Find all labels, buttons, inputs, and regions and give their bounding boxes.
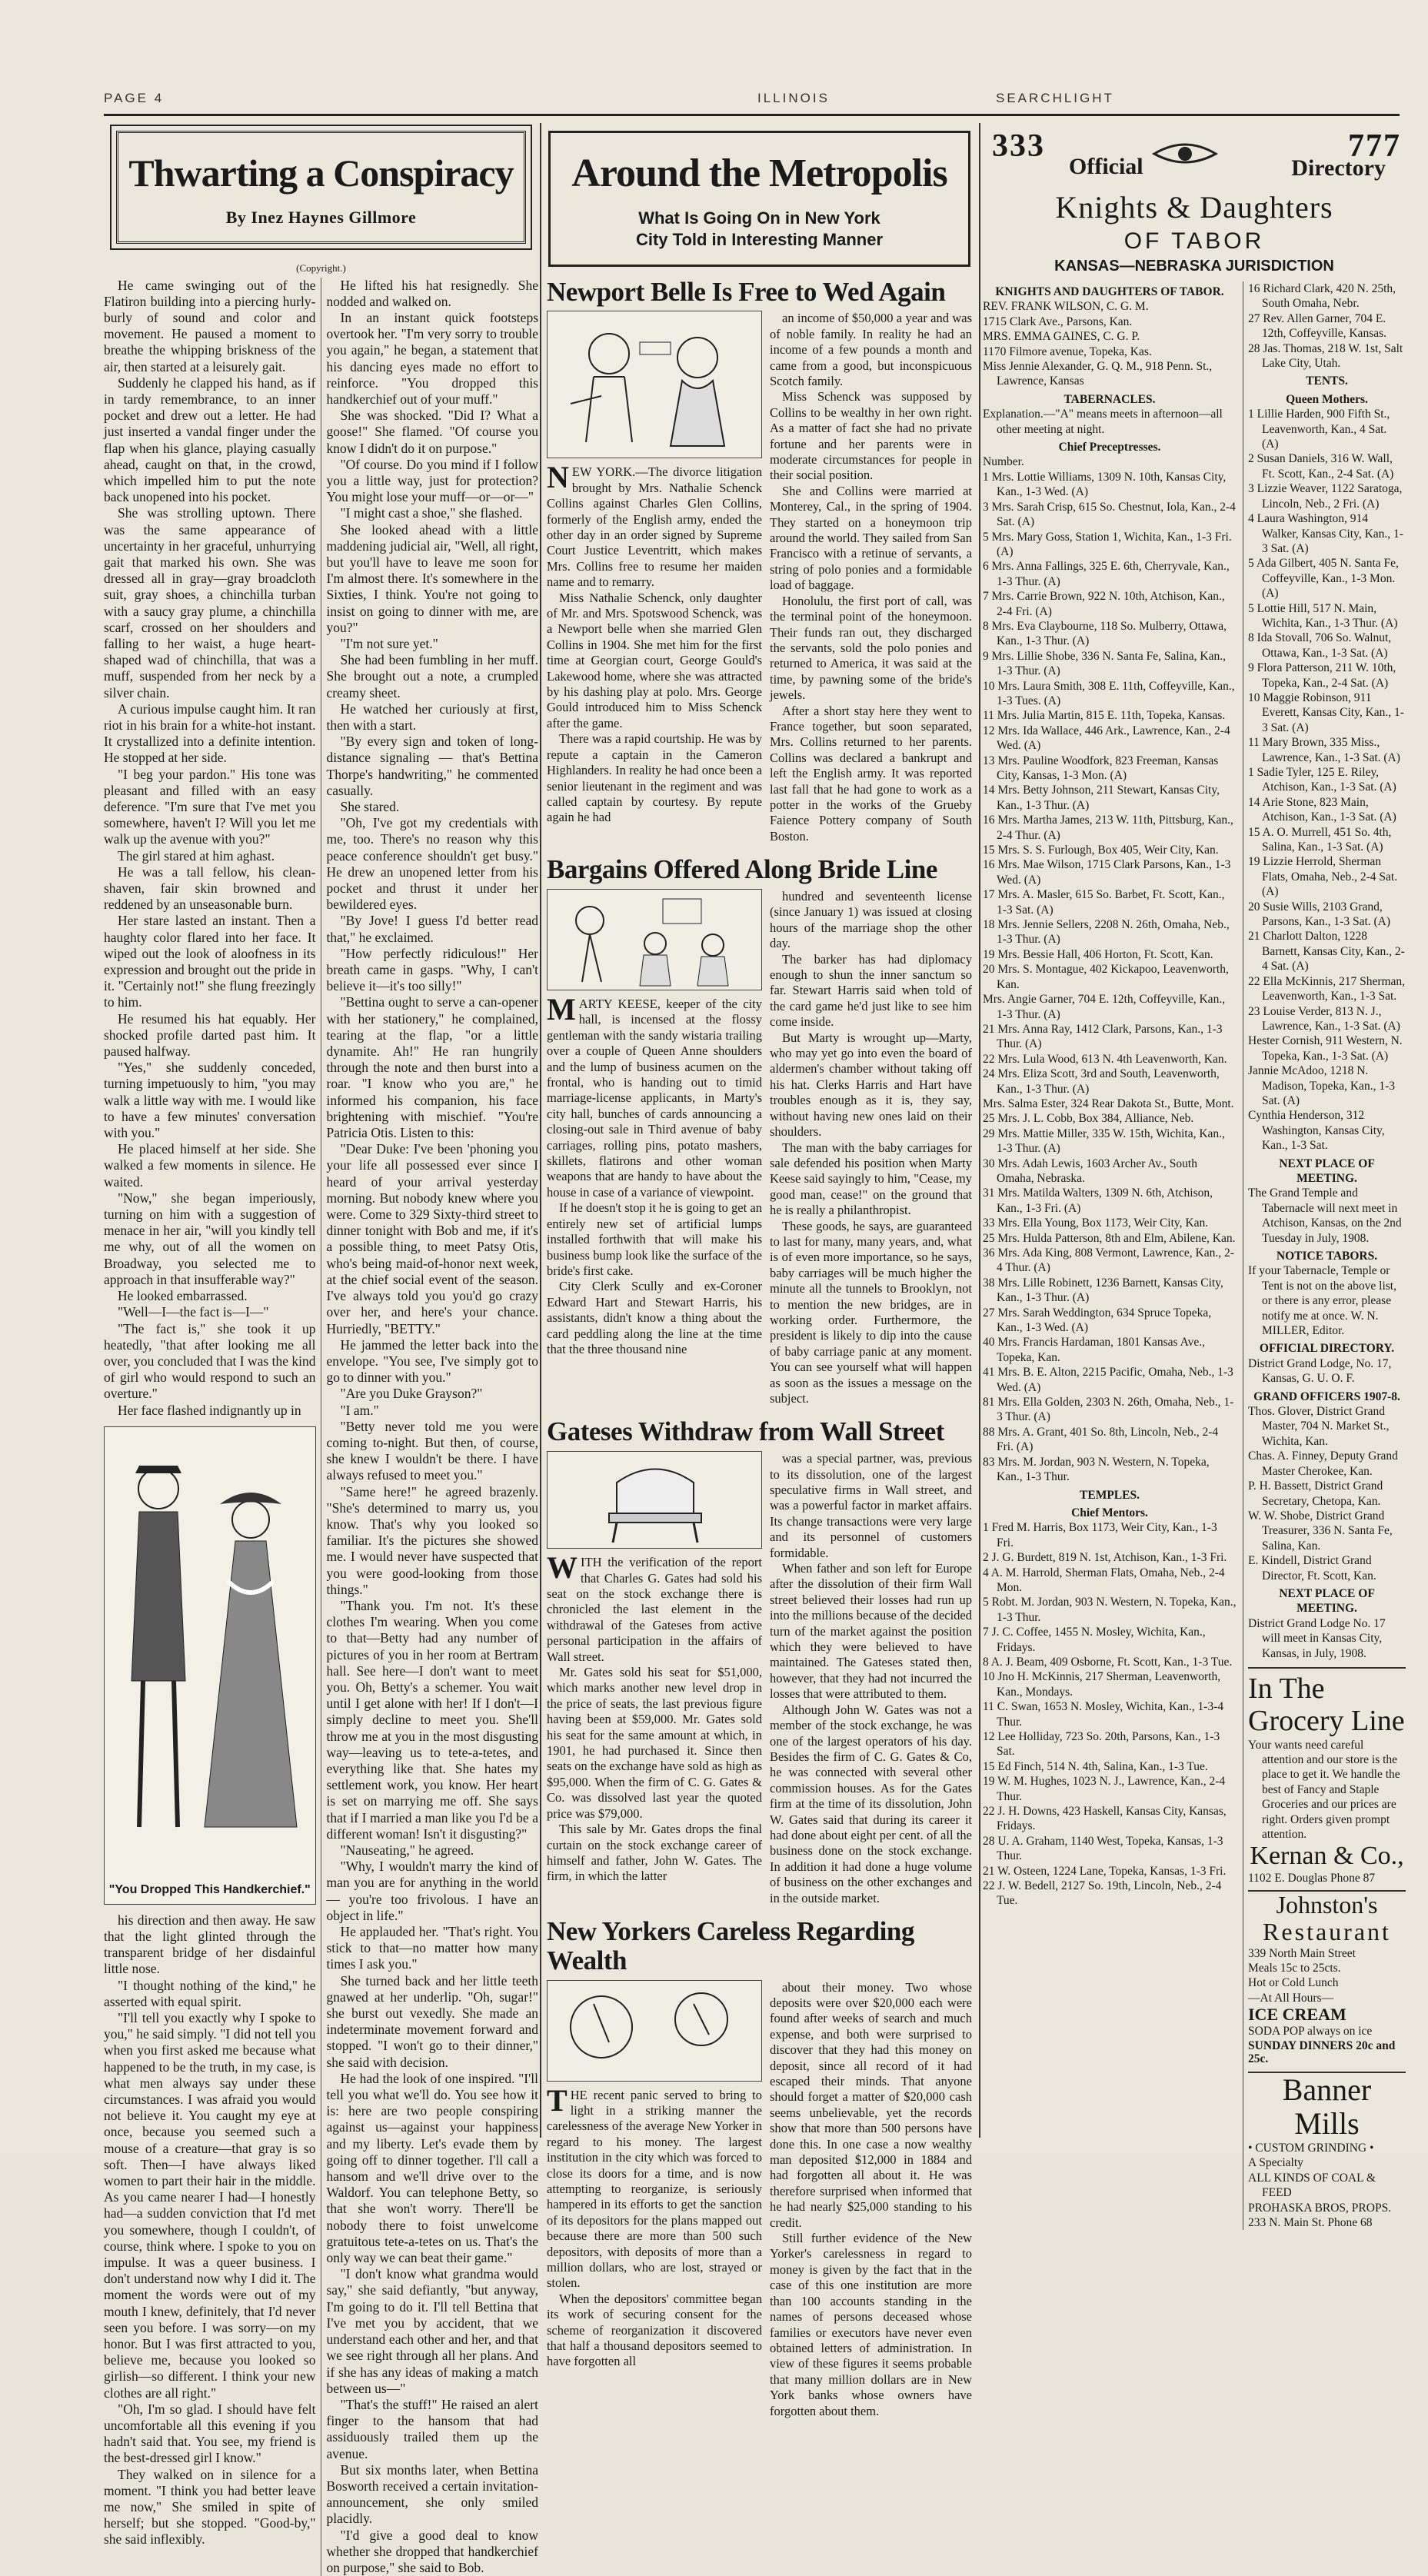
directory-entry: 2 J. G. Burdett, 819 N. 1st, Atchison, Kan., 1-3 Fri. [983, 1550, 1237, 1565]
paragraph: "I don't know what grandma would say," she said defiantly, "but anyway, I'm going to do it. I'll tell Bettina that I've met you by accident, that we understand each other and her, and that we see right through all her plans. And if she has any ideas of making a match between us—" [327, 2266, 539, 2397]
story-gateses [547, 1451, 972, 1906]
paragraph: an income of $50,000 a year and was of noble family. In reality he had an income of a few pounds a month and came from a good, but inconspicuous Scotch family. [770, 311, 972, 389]
paragraph: But Marty is wrought up—Marty, who may yet go into even the board of aldermen's chamber without taking off his hat. Clerks Harris and Hart have troubles enough as it is, they say, without having new ones laid on their shoulders. [770, 1030, 972, 1140]
directory-entry: 21 Charlott Dalton, 1228 Barnett, Kansas City, Kan., 2-4 Sat. (A) [1248, 929, 1406, 973]
directory-entry: Thos. Glover, District Grand Master, 704 N. Market St., Wichita, Kan. [1248, 1404, 1406, 1449]
section-heading: Chief Preceptresses. [983, 440, 1237, 454]
byline: By Inez Haynes Gillmore [126, 208, 516, 228]
directory-entry: 88 Mrs. A. Grant, 401 So. 8th, Lincoln, Neb., 2-4 Fri. (A) [983, 1425, 1237, 1455]
subtitle-line: City Told in Interesting Manner [558, 229, 960, 251]
directory-entry: 6 Mrs. Anna Fallings, 325 E. 6th, Cherryvale, Kan., 1-3 Thur. (A) [983, 559, 1237, 589]
section-heading: TEMPLES. [983, 1488, 1237, 1503]
paragraph: He came swinging out of the Flatiron building into a piercing hurly-burly of sound and color and movement. He paused a moment to breathe the whipping briskness of the air, then started at a leisurely gait. [104, 278, 316, 375]
directory-entry: 30 Mrs. Adah Lewis, 1603 Archer Av., South Omaha, Nebraska. [983, 1157, 1237, 1186]
directory-entry: 16 Mrs. Mae Wilson, 1715 Clark Parsons, Kan., 1-3 Wed. (A) [983, 857, 1237, 887]
paragraph: But six months later, when Bettina Bosworth received a certain invitation-announcement, she only smiled placidly. [327, 2462, 539, 2528]
paragraph: "I am." [327, 1403, 539, 1419]
number-left: 333 [992, 128, 1045, 165]
paragraph: He looked embarrassed. [104, 1288, 316, 1304]
illustration-caption: "You Dropped This Handkerchief." [105, 1882, 315, 1898]
subtitle-line: What Is Going On in New York [558, 208, 960, 229]
directory-entry: • CUSTOM GRINDING • [1248, 2141, 1406, 2155]
directory-entry: 22 J. H. Downs, 423 Haskell, Kansas City, Kansas, Fridays. [983, 1804, 1237, 1834]
section-heading: OFFICIAL DIRECTORY. [1248, 1341, 1406, 1356]
paragraph: Miss Schenck was supposed by Collins to be wealthy in her own right. As a matter of fact she had no private fortune and her parents were in moderate circumstances for people in their social position. [770, 389, 972, 483]
directory-entry: 5 Ada Gilbert, 405 N. Santa Fe, Coffeyville, Kan., 1-3 Mon. (A) [1248, 556, 1406, 601]
directory-entry: 3 Lizzie Weaver, 1122 Saratoga, Lincoln, Neb., 2 Fri. (A) [1248, 481, 1406, 511]
story-text-left [547, 464, 762, 825]
directory-entry: 36 Mrs. Ada King, 808 Vermont, Lawrence, Kan., 2-4 Thur. (A) [983, 1246, 1237, 1276]
directory-entry: 81 Mrs. Ella Golden, 2303 N. 26th, Omaha, Neb., 1-3 Thur. (A) [983, 1395, 1237, 1425]
directory-entry: 5 Robt. M. Jordan, 903 N. Western, N. Topeka, Kan., 1-3 Thur. [983, 1595, 1237, 1625]
ad-text: Johnston's [1248, 1890, 1406, 1919]
paragraph: There was a rapid courtship. He was by repute a captain in the Cameron Highlanders. In reality he had once been a senior lieutenant in the regiment and was called captain by courtesy. By repute again he had [547, 731, 762, 825]
paragraph: She looked ahead with a little maddening judicial air, "Well, all right, but you'll have to leave me soon for I'm almost there. It's somewhere in the Sixties, I think. You're not going to insist on going to dinner with me, are you?" [327, 522, 539, 636]
paragraph: He applauded her. "That's right. You stick to that—no matter how many times I ask you." [327, 1924, 539, 1973]
paragraph: "Well—I—the fact is—I—" [104, 1304, 316, 1320]
paragraph: "That's the stuff!" He raised an alert finger to the hansom that had assiduously trailed them up the avenue. [327, 2397, 539, 2462]
paragraph: "Dear Duke: I've been 'phoning you your life all possessed ever since I heard of your arrival yesterday morning. But nobody knew where you were. Come to 329 Sixty-third street to dinner tonight with Bob and me, if it's a possible thing, to meet Patsy Otis, who's being maid-of-honor next week, at the chief social event of the season. I've always told you you'd go crazy over her, and here's your chance. Hurriedly, "BETTY." [327, 1141, 539, 1336]
directory-entry: 1715 Clark Ave., Parsons, Kan. [983, 315, 1237, 329]
directory-entry: Hot or Cold Lunch [1248, 1975, 1406, 1990]
directory-entry: 5 Lottie Hill, 517 N. Main, Wichita, Kan., 1-3 Thur. (A) [1248, 601, 1406, 631]
directory-entry: 9 Mrs. Lillie Shobe, 336 N. Santa Fe, Salina, Kan., 1-3 Thur. (A) [983, 649, 1237, 679]
directory-entry: 24 Mrs. Eliza Scott, 3rd and South, Leavenworth, Kan., 1-3 Thur. (A) [983, 1067, 1237, 1097]
paragraph: "I thought nothing of the kind," he asserted with equal spirit. [104, 1978, 316, 2010]
paragraph: "Are you Duke Grayson?" [327, 1386, 539, 1402]
masthead-title: SEARCHLIGHT [996, 91, 1114, 106]
story-text-right [770, 1980, 972, 2419]
official-label: Official [1069, 154, 1143, 180]
directory-entry: 7 Mrs. Carrie Brown, 922 N. 10th, Atchison, Kan., 2-4 Fri. (A) [983, 589, 1237, 619]
directory-entry: ALL KINDS OF COAL & FEED [1248, 2171, 1406, 2201]
ad-text: Kernan & Co., [1248, 1842, 1406, 1870]
story-text-left [547, 997, 762, 1357]
cartoon-drawing [548, 311, 761, 456]
paragraph: was a special partner, was, previous to its dissolution, one of the largest speculative firms in Wall street, and was a powerful factor in market affairs. Its change transactions were very large and its personnel of customers formidable. [770, 1451, 972, 1561]
directory-entry: Number. [983, 454, 1237, 469]
directory-title: Knights & Daughters [983, 189, 1406, 225]
paragraph: "Now," she began imperiously, turning on him with a suggestion of menace in her air, "will you kindly tell me why, out of all the women on Broadway, you selected me to approach in that insufferable way?" [104, 1190, 316, 1288]
masthead [104, 85, 1400, 112]
paragraph: When the depositors' committee began its work of securing consent for the scheme of reorganization it discovered that half a thousand depositors seemed to have forgotten all [547, 2291, 762, 2370]
directory-label: Directory [1291, 155, 1386, 181]
paragraph: "Yes," she suddenly conceded, turning impetuously to him, "you may walk a little way with me. I would like to have a few minutes' conversation with you." [104, 1060, 316, 1141]
masthead-center: ILLINOIS [757, 91, 830, 106]
of-tabor: OF TABOR [983, 228, 1406, 255]
paragraph: She turned back and her little teeth gnawed at her underlip. "Oh, sugar!" she burst out vexedly. She made an indeterminate movement forward and stopped. "I won't go to their dinner," she said with decision. [327, 1973, 539, 2071]
paragraph: his direction and then away. He saw that the light glinted through the transparent bridge of her disdainful little nose. [104, 1912, 316, 1978]
directory-entry: 10 Mrs. Laura Smith, 308 E. 11th, Coffeyville, Kan., 1-3 Tues. (A) [983, 679, 1237, 709]
story-text-right [770, 889, 972, 1406]
story-text-left [547, 1555, 762, 1885]
copyright: (Copyright.) [104, 262, 538, 275]
around-the-metropolis [542, 123, 977, 2138]
directory-entry: 15 Ed Finch, 514 N. 4th, Salina, Kan., 1-3 Tue. [983, 1759, 1237, 1774]
directory-entry: 20 Mrs. S. Montague, 402 Kickapoo, Leavenworth, Kan. [983, 962, 1237, 992]
section-heading: GRAND OFFICERS 1907-8. [1248, 1390, 1406, 1404]
story-title-box [116, 131, 526, 244]
directory-entry: Mrs. Angie Garner, 704 E. 12th, Coffeyville, Kan., 1-3 Thur. (A) [983, 992, 1237, 1022]
directory-entry: 4 A. M. Harrold, Sherman Flats, Omaha, Neb., 2-4 Mon. [983, 1566, 1237, 1596]
paragraph: "Of course. Do you mind if I follow you a little way, just for protection? You might lose your muff—or—or—" [327, 457, 539, 506]
directory-entry: 27 Mrs. Sarah Weddington, 634 Spruce Topeka, Kan., 1-3 Wed. (A) [983, 1306, 1237, 1336]
directory-entry: MRS. EMMA GAINES, C. G. P. [983, 329, 1237, 344]
directory-entry: 10 Maggie Robinson, 911 Everett, Kansas City, Kan., 1-3 Sat. (A) [1248, 691, 1406, 735]
directory-entry: 31 Mrs. Matilda Walters, 1309 N. 6th, Atchison, Kan., 1-3 Fri. (A) [983, 1186, 1237, 1216]
paragraph: When father and son left for Europe after the dissolution of their firm Wall street believed their losses had run up into the millions because of the decided turn of the market against the position which they were believed to have maintained. The Gateses stated then, however, that they had not incurred the losses that were attributed to them. [770, 1561, 972, 1702]
cartoon-illustration [547, 1980, 762, 2082]
story-newport [547, 311, 972, 844]
directory-entry: 12 Lee Holliday, 723 So. 20th, Parsons, Kan., 1-3 Sat. [983, 1729, 1237, 1759]
jurisdiction: KANSAS—NEBRASKA JURISDICTION [983, 258, 1406, 275]
directory-entry: 22 Mrs. Lula Wood, 613 N. 4th Leavenworth, Kan. [983, 1052, 1237, 1067]
paragraph: Still further evidence of the New Yorker's carelessness in regard to money is given by the fact that in the case of this one institution are more than 100 accounts standing in the names of persons deceased whose families or executors have never even obtained letters of administration. In view of these figures it seems probable that many million dollars are in New York banks whose owners have forgotten about them. [770, 2231, 972, 2419]
knights-daughters-directory [983, 123, 1406, 2138]
directory-entry: 5 Mrs. Mary Goss, Station 1, Wichita, Kan., 1-3 Fri. (A) [983, 530, 1237, 560]
paragraph: He lifted his hat resignedly. She nodded and walked on. [327, 278, 539, 310]
directory-entry: 9 Flora Patterson, 211 W. 10th, Topeka, Kan., 2-4 Sat. (A) [1248, 661, 1406, 691]
paragraph: "I'm not sure yet." [327, 636, 539, 652]
headline-careless: New Yorkers Careless Regarding Wealth [547, 1917, 972, 1975]
paragraph: She was shocked. "Did I? What a goose!" She flamed. "Of course you know I didn't do it on purpose." [327, 408, 539, 457]
directory-entry: 21 Mrs. Anna Ray, 1412 Clark, Parsons, Kan., 1-3 Thur. (A) [983, 1022, 1237, 1052]
section-heading: KNIGHTS AND DAUGHTERS OF TABOR. [983, 285, 1237, 299]
paragraph: "Same here!" he agreed brazenly. "She's determined to marry us, you know. That's why you looked so familiar. It's the pictures she showed me. I would never have suspected that you were good-looking from those things." [327, 1484, 539, 1598]
directory-entry: 22 Ella McKinnis, 217 Sherman, Leavenworth, Kan., 1-3 Sat. [1248, 974, 1406, 1004]
paragraph: The barker has had diplomacy enough to shun the inner sanctum so far. Stewart Harris said when told of the card game he'd just like to see him come inside. [770, 952, 972, 1030]
directory-entry: 25 Mrs. Hulda Patterson, 8th and Elm, Abilene, Kan. [983, 1231, 1237, 1246]
paragraph: The man with the baby carriages for sale defended his position when Marty Keese said sayingly to him, "Cease, my good man, cease!" on the ground that he is really a philanthropist. [770, 1140, 972, 1219]
directory-entry: 17 Mrs. A. Masler, 615 So. Barbet, Ft. Scott, Kan., 1-3 Sat. (A) [983, 887, 1237, 917]
paragraph: Mr. Gates sold his seat for $51,000, which marks another new level drop in the price of seats, the last previous figure having been at $59,000. Mr. Gates sold his seat for the same amount at which, in 1901, he had purchased it. Since then seats on the exchange have sold as high as $95,000. When the firm of C. G. Gates & Co. was dissolved last year the quoted price was $79,000. [547, 1665, 762, 1822]
directory-entry: 14 Mrs. Betty Johnson, 211 Stewart, Kansas City, Kan., 1-3 Thur. (A) [983, 783, 1237, 813]
directory-entry: 11 C. Swan, 1653 N. Mosley, Wichita, Kan., 1-3-4 Thur. [983, 1699, 1237, 1729]
directory-entry: A Specialty [1248, 2155, 1406, 2170]
section-title: Around the Metropolis [558, 153, 960, 195]
directory-entry: 8 Ida Stovall, 706 So. Walnut, Ottawa, Kan., 1-3 Sat. (A) [1248, 631, 1406, 661]
paragraph: Miss Nathalie Schenck, only daughter of Mr. and Mrs. Spotswood Schenck, was a Newport belle when she married Glen Collins in 1904. She met him for the first time at Georgian court, George Gould's Lakewood home, where she was attracted by his dashing play at polo. Mrs. George Gould introduced him to Miss Schenck after the game. [547, 591, 762, 732]
directory-entry: —At All Hours— [1248, 1991, 1406, 2005]
directory-entry: 1 Mrs. Lottie Williams, 1309 N. 10th, Kansas City, Kan., 1-3 Wed. (A) [983, 470, 1237, 500]
paragraph: If he doesn't stop it he is going to get an entirely new set of artificial lumps installed forthwith that will make his business bump look like the surface of the bride's first cake. [547, 1200, 762, 1279]
cartoon-drawing [548, 890, 761, 988]
cartoon-illustration [547, 889, 762, 990]
directory-entry: PROHASKA BROS, PROPS. [1248, 2201, 1406, 2215]
directory-entry: 13 Mrs. Pauline Woodfork, 823 Freeman, Kansas City, Kansas, 1-3 Mon. (A) [983, 754, 1237, 784]
directory-entry: 22 J. W. Bedell, 2127 So. 19th, Lincoln, Neb., 2-4 Tue. [983, 1879, 1237, 1909]
directory-list-right [1243, 281, 1406, 2230]
directory-entry: District Grand Lodge, No. 17, Kansas, G. U. O. F. [1248, 1356, 1406, 1386]
masthead-rule [104, 114, 1400, 116]
directory-entry: 2 Susan Daniels, 316 W. Wall, Ft. Scott, Kan., 2-4 Sat. (A) [1248, 451, 1406, 481]
directory-entry: 29 Mrs. Mattie Miller, 335 W. 15th, Wichita, Kan., 1-3 Thur. (A) [983, 1127, 1237, 1157]
ad-text: In The [1248, 1667, 1406, 1706]
section-header-box [548, 131, 970, 267]
story-text-left [547, 2088, 762, 2370]
directory-entry: 1 Sadie Tyler, 125 E. Riley, Atchison, Kan., 1-3 Sat. (A) [1248, 765, 1406, 795]
directory-entry: If your Tabernacle, Temple or Tent is not on the above list, or there is any error, please notify me at once. W. N. MILLER, Editor. [1248, 1263, 1406, 1338]
paragraph: "I'd give a good deal to know whether she dropped that handkerchief on purpose," she said to Bob. [327, 2528, 539, 2576]
story-illustration [104, 1426, 316, 1905]
paragraph: He watched her curiously at first, then with a start. [327, 701, 539, 734]
directory-entry: The Grand Temple and Tabernacle will next meet in Atchison, Kansas, on the 2nd Tuesday in July, 1908. [1248, 1186, 1406, 1246]
headline-bargains: Bargains Offered Along Bride Line [547, 855, 972, 884]
directory-entry: Jannie McAdoo, 1218 N. Madison, Topeka, Kan., 1-3 Sat. (A) [1248, 1063, 1406, 1108]
paragraph: MARTY KEESE, keeper of the city hall, is incensed at the flossy gentleman with the sandy wistaria trailing over a couple of Queen Anne shoulders and the lump of business acumen on the frontal, who is handing out to timid marriage-license applicants, in Marty's city hall, bunches of cards announcing a closing-out sale in Third avenue of baby carriages, rolling pins, potato mashers, skillets, flatirons and other woman weapons that are handy to have about the house in case of a variance of viewpoint. [547, 997, 762, 1200]
directory-header [983, 123, 1406, 185]
cartoon-illustration [547, 311, 762, 458]
directory-entry: 33 Mrs. Ella Young, Box 1173, Weir City, Kan. [983, 1216, 1237, 1230]
directory-entry: District Grand Lodge No. 17 will meet in Kansas City, Kansas, in July, 1908. [1248, 1616, 1406, 1661]
directory-list-left [983, 281, 1237, 2230]
paragraph: WITH the verification of the report that Charles G. Gates had sold his seat on the stock exchange there is chronicled the last element in the withdrawal of the Gateses from active personal participation in the affairs of Wall street. [547, 1555, 762, 1665]
page-number: PAGE 4 [104, 91, 164, 106]
paragraph: "Oh, I've got my credentials with me, too. There's no reason why this peace conference shouldn't get busy." He drew an unopened letter from his pocket and thrust it under her bewildered eyes. [327, 815, 539, 913]
story-text-right [770, 311, 972, 844]
story-careless [547, 1980, 972, 2419]
directory-entry: 1 Fred M. Harris, Box 1173, Weir City, Kan., 1-3 Fri. [983, 1520, 1237, 1550]
story-text-right [770, 1451, 972, 1906]
paragraph: He had the look of one inspired. "I'll tell you what we'll do. You see how it is: here are two people conspiring against us—against your happiness and my liberty. Let's evade them by going off to dinner together. I'll call a hansom and we'll drive over to the Waldorf. You can telephone Betty, so that she won't worry. There'll be nobody there to foist unwelcome gratuitous tete-a-tetes on us. That's the only way we can beat their game." [327, 2071, 539, 2266]
paragraph: "Oh, I'm so glad. I should have felt uncomfortable all this evening if you hadn't said that. You see, my friend is the best-dressed girl I know." [104, 2401, 316, 2467]
directory-entry: 339 North Main Street [1248, 1946, 1406, 1961]
paragraph: "By every sign and token of long-distance signaling — that's Bettina Thorpe's handwriting," he commented casually. [327, 734, 539, 799]
paragraph: "I beg your pardon." His tone was pleasant and filled with an easy deference. "I'm sure that I've met you somewhere, haven't I? Will you let me walk up the avenue with you?" [104, 767, 316, 848]
chair-drawing [548, 1452, 761, 1546]
ad-text: ICE CREAM [1248, 2005, 1406, 2024]
paragraph: A curious impulse caught him. It ran riot in his brain for a white-hot instant. It crystallized into a definite intention. He stopped at her side. [104, 701, 316, 767]
story-title: Thwarting a Conspiracy [126, 153, 516, 194]
directory-entry: 8 Mrs. Eva Claybourne, 118 So. Mulberry, Ottawa, Kan., 1-3 Thur. (A) [983, 619, 1237, 649]
directory-entry: 15 A. O. Murrell, 451 So. 4th, Salina, Kan., 1-3 Sat. (A) [1248, 825, 1406, 855]
directory-entry: 16 Mrs. Martha James, 213 W. 11th, Pittsburg, Kan., 2-4 Thur. (A) [983, 813, 1237, 843]
paragraph: "Nauseating," he agreed. [327, 1842, 539, 1859]
directory-entry: 12 Mrs. Ida Wallace, 446 Ark., Lawrence, Kan., 2-4 Wed. (A) [983, 724, 1237, 754]
headline-gateses: Gateses Withdraw from Wall Street [547, 1417, 972, 1446]
paragraph: "Betty never told me you were coming to-night. But then, of course, she knew I wouldn't be there. I have always refused to meet you." [327, 1419, 539, 1484]
paragraph: hundred and seventeenth license (since January 1) was issued at closing hours of the marriage shop the other day. [770, 889, 972, 952]
directory-entry: 3 Mrs. Sarah Crisp, 615 So. Chestnut, Iola, Kan., 2-4 Sat. (A) [983, 500, 1237, 530]
column-rule [540, 123, 541, 2138]
directory-entry: 1102 E. Douglas Phone 87 [1248, 1871, 1406, 1885]
paragraph: The girl stared at him aghast. [104, 848, 316, 864]
paragraph: Suddenly he clapped his hand, as if in tardy remembrance, to an inner pocket and drew out a letter. He had just inserted a vandal finger under the flap when his glance, playing casually ahead, caught on that, in the crowd, which impelled him to put the note back unopened into his pocket. [104, 375, 316, 506]
paragraph: In an instant quick footsteps overtook her. "I'm very sorry to trouble you again," he began, a statement that his dancing eyes made no effort to reinforce. "You dropped this handkerchief out of your muff." [327, 310, 539, 408]
directory-entry: 14 Arie Stone, 823 Main, Atchison, Kan., 1-3 Sat. (A) [1248, 795, 1406, 825]
number-right: 777 [1348, 128, 1401, 165]
paragraph: Although John W. Gates was not a member of the stock exchange, he was one of the largest operators of his day. Besides the firm of C. G. Gates & Co, he was connected with several other commission houses. As for the Gates firm at the time of its dissolution, John W. Gates said that during its career it had done about eight per cent. of all the business done on the stock exchange. In addition it had done a huge volume of business on the other exchanges and in the outside market. [770, 1702, 972, 1906]
paragraph: After a short stay here they went to France together, but soon separated, Mrs. Collins returned to her parents. Collins was declared a bankrupt and left the English army. It was reported last fall that he had gone to work as a potter in the works of the Grueby Faience Pottery company of South Boston. [770, 704, 972, 845]
paragraph: He resumed his hat equably. Her shocked profile darted past him. It paused halfway. [104, 1011, 316, 1060]
directory-entry: 83 Mrs. M. Jordan, 903 N. Western, N. Topeka, Kan., 1-3 Thur. [983, 1455, 1237, 1485]
paragraph: THE recent panic served to bring to light in a striking manner the carelessness of the average New Yorker in regard to his money. The largest institution in the city which was forced to close its doors for a time, and is now attempting to reorganize, is seriously hampered in its efforts to get the sanction of its depositors for the plans mapped out because there are more than 500 such depositors, with deposits of more than a million dollars, who are lost, strayed or stolen. [547, 2088, 762, 2291]
directory-entry: 38 Mrs. Lille Robinett, 1236 Barnett, Kansas City, Kan., 1-3 Thur. (A) [983, 1276, 1237, 1306]
paragraph: He jammed the letter back into the envelope. "You see, I've simply got to go to dinner with you." [327, 1337, 539, 1386]
ad-text: Banner Mills [1248, 2072, 1406, 2141]
directory-entry: 41 Mrs. B. E. Alton, 2215 Pacific, Omaha, Neb., 1-3 Wed. (A) [983, 1365, 1237, 1395]
directory-entry: 8 A. J. Beam, 409 Osborne, Ft. Scott, Kan., 1-3 Tue. [983, 1655, 1237, 1669]
directory-entry: 21 W. Osteen, 1224 Lane, Topeka, Kansas, 1-3 Fri. [983, 1864, 1237, 1879]
eye-icon [1152, 140, 1218, 168]
directory-entry: 19 Lizzie Herrold, Sherman Flats, Omaha, Neb., 2-4 Sat. (A) [1248, 854, 1406, 899]
directory-entry: 23 Louise Verder, 813 N. J., Lawrence, Kan., 1-3 Sat. (A) [1248, 1004, 1406, 1034]
directory-entry: 1170 Filmore avenue, Topeka, Kas. [983, 344, 1237, 359]
paragraph: "How perfectly ridiculous!" Her breath came in gasps. "Why, I can't believe it—it's too silly!" [327, 946, 539, 995]
directory-entry: 28 U. A. Graham, 1140 West, Topeka, Kansas, 1-3 Thur. [983, 1834, 1237, 1864]
section-heading: NEXT PLACE OF MEETING. [1248, 1157, 1406, 1186]
section-heading: TENTS. [1248, 374, 1406, 388]
directory-entry: 25 Mrs. J. L. Cobb, Box 384, Alliance, Neb. [983, 1111, 1237, 1126]
ad-text: Restaurant [1248, 1919, 1406, 1945]
directory-entry: 11 Mrs. Julia Martin, 815 E. 11th, Topeka, Kansas. [983, 708, 1237, 723]
directory-entry: 15 Mrs. S. S. Furlough, Box 405, Weir City, Kan. [983, 843, 1237, 857]
story-bargains [547, 889, 972, 1406]
paragraph: She stared. [327, 799, 539, 815]
directory-entry: SODA POP always on ice [1248, 2024, 1406, 2039]
paragraph: He was a tall fellow, his clean-shaven, fair skin browned and reddened by an unseasonable burn. [104, 864, 316, 914]
directory-entry: Mrs. Salma Ester, 324 Rear Dakota St., Butte, Mont. [983, 1097, 1237, 1111]
directory-entry: 19 W. M. Hughes, 1023 N. J., Lawrence, Kan., 2-4 Thur. [983, 1774, 1237, 1804]
paragraph: NEW YORK.—The divorce litigation brought by Mrs. Nathalie Schenck Collins against Charles Glen Collins, formerly of the English army, ended the other day in an order signed by Supreme Court Justice Leventritt, which makes Mrs. Collins free to resume her maiden name and to remarry. [547, 464, 762, 590]
couple-drawing [105, 1427, 312, 1873]
directory-entry: 18 Mrs. Jennie Sellers, 2208 N. 26th, Omaha, Neb., 1-3 Thur. (A) [983, 917, 1237, 947]
directory-entry: Explanation.—"A" means meets in afternoon—all other meeting at night. [983, 407, 1237, 437]
directory-entry: E. Kindell, District Grand Director, Ft. Scott, Kan. [1248, 1553, 1406, 1583]
section-heading: NOTICE TABORS. [1248, 1249, 1406, 1263]
paragraph: "Thank you. I'm not. It's these clothes I'm wearing. When you come to that—Betty had any number of pictures of you in her room at Bertram hall. See here—I don't want to meet you. Oh, Betty's a schemer. You wait until I get alone with her! If I don't—I simply decline to meet you. She'll throw me at you in the most disgusting way—leaving us to tete-a-tetes, and everything like that. She hates my settlement work, you know. Her heart is set on marrying me off. She says that if I married a man like you I'd be a different woman! Isn't it disgusting?" [327, 1598, 539, 1842]
directory-entry: 19 Mrs. Bessie Hall, 406 Horton, Ft. Scott, Kan. [983, 947, 1237, 962]
paragraph: She and Collins were married at Monterey, Cal., in the spring of 1904. They started on a honeymoon trip around the world. They sailed from San Francisco with a retinue of servants, a string of polo ponies and a formidable load of baggage. [770, 484, 972, 594]
directory-entry: Chas. A. Finney, Deputy Grand Master Cherokee, Kan. [1248, 1449, 1406, 1479]
section-heading: Queen Mothers. [1248, 392, 1406, 407]
paragraph: "The fact is," she took it up heatedly, "that after looking me all over, you concluded that I was the kind of girl who would respond to such an overture." [104, 1321, 316, 1403]
paragraph: "Bettina ought to serve a can-opener with her stationery," he complained, tearing at the flap, "or a little dynamite. Ah!" He ran hungrily through the note and then burst into a roar. "I know who you are," he informed his companion, his face brightening with mischief. "You're Patricia Otis. Listen to this: [327, 994, 539, 1141]
paragraph: "I'll tell you exactly why I spoke to you," he said simply. "I did not tell you when you first asked me because what happened to be the truth, in my case, is what men always say under these circumstances. I was afraid you would not believe it. You caught my eye at once, because you seemed such a mouse of a creature—that gray is so soft. Then—I have always liked women to part their hair in the middle. As you came nearer I had—I honestly had—a sudden conviction that I'd met you somewhere, though I couldn't, of course, think where. I spoke to you on impulse. It was a queer business. I don't understand now why I did it. The moment the words were out of my mouth I knew, definitely, that I'd never seen you before. I was sorry—on my honor. But I was first attracted to you, believe me, because you looked so girlish—so different. I think your new clothes are all right." [104, 2010, 316, 2401]
directory-entry: 233 N. Main St. Phone 68 [1248, 2215, 1406, 2230]
directory-entry: 40 Mrs. Francis Hardaman, 1801 Kansas Ave., Topeka, Kan. [983, 1335, 1237, 1365]
directory-entry: Miss Jennie Alexander, G. Q. M., 918 Penn. St., Lawrence, Kansas [983, 359, 1237, 389]
paragraph: "Why, I wouldn't marry the kind of man you are for anything in the world — you're too frivolous. I have an object in life." [327, 1859, 539, 1924]
paragraph: "By Jove! I guess I'd better read that," he exclaimed. [327, 913, 539, 945]
section-subtitle [558, 208, 960, 251]
paragraph: He placed himself at her side. She walked a few moments in silence. He waited. [104, 1141, 316, 1190]
paragraph: City Clerk Scully and ex-Coroner Edward Hart and Stewart Harris, his assistants, didn't know a thing about the card peddling along the line at the time that the three thousand nine [547, 1279, 762, 1357]
directory-entry: P. H. Bassett, District Grand Secretary, Chetopa, Kan. [1248, 1479, 1406, 1509]
column-rule [979, 123, 980, 2138]
directory-entry: Meals 15c to 25cts. [1248, 1961, 1406, 1975]
directory-entry: 27 Rev. Allen Garner, 704 E. 12th, Coffeyville, Kansas. [1248, 311, 1406, 341]
directory-entry: Cynthia Henderson, 312 Washington, Kansas City, Kan., 1-3 Sat. [1248, 1108, 1406, 1153]
ad-text: Grocery Line [1248, 1706, 1406, 1738]
story-thwarting-conspiracy [104, 123, 538, 2138]
section-heading: TABERNACLES. [983, 392, 1237, 407]
chair-illustration [547, 1451, 762, 1549]
directory-entry: 28 Jas. Thomas, 218 W. 1st, Salt Lake City, Utah. [1248, 341, 1406, 371]
story-body [104, 278, 538, 2576]
directory-entry: 10 Jno H. McKinnis, 217 Sherman, Leavenworth, Kan., Mondays. [983, 1669, 1237, 1699]
paragraph: They walked on in silence for a moment. "I think you had better leave me now," She smiled in spite of herself; but she stopped. "Good-by," she said inflexibly. [104, 2467, 316, 2548]
directory-entry: Your wants need careful attention and our store is the place to get it. We handle the best of Fancy and Staple Groceries and our prices are right. Orders given prompt attention. [1248, 1738, 1406, 1842]
ad-text: SUNDAY DINNERS 20c and 25c. [1248, 2039, 1406, 2065]
directory-entry: REV. FRANK WILSON, C. G. M. [983, 299, 1237, 314]
directory-entry: 16 Richard Clark, 420 N. 25th, South Omaha, Nebr. [1248, 281, 1406, 311]
paragraph: Her stare lasted an instant. Then a haughty color flared into her face. It wiped out the look of aloofness in its expression and brought out the pride in it. "Certainly not!" she flung freezingly to him. [104, 913, 316, 1010]
paragraph: about their money. Two whose deposits were over $20,000 each were found after weeks of search and much expense, and both were surprised to discover that they had this money on deposit, since all record of it had escaped their minds. That anyone should forget a matter of $20,000 cash seems unbelievable, yet the records show that more than 500 persons have done this. In one case a now wealthy man deposited $12,000 in 1884 and had forgotten all about it. He was therefore surprised when informed that he had nearly $25,000 standing to his credit. [770, 1980, 972, 2232]
paragraph: She was strolling uptown. There was the same appearance of uncertainty in her graceful, unhurrying gait that marked his own. She was dressed all in gray—gray broadcloth suit, gray shoes, a chinchilla turban with a saucy gray plume, a chinchilla scarf, crossed on her shoulders and falling to her waist, a huge heart-shaped wad of chinchilla, that was a muff, suspended from her neck by a silver chain. [104, 505, 316, 701]
directory-entry: 20 Susie Wills, 2103 Grand, Parsons, Kan., 1-3 Sat. (A) [1248, 900, 1406, 930]
directory-entry: 1 Lillie Harden, 900 Fifth St., Leavenworth, Kan., 4 Sat. (A) [1248, 407, 1406, 451]
paragraph: "I might cast a shoe," she flashed. [327, 505, 539, 521]
directory-entry: 7 J. C. Coffee, 1455 N. Mosley, Wichita, Kan., Fridays. [983, 1625, 1237, 1655]
directory-entry: 4 Laura Washington, 914 Walker, Kansas City, Kan., 1-3 Sat. (A) [1248, 511, 1406, 556]
paragraph: Her face flashed indignantly up in [104, 1403, 316, 1419]
directory-entry: 11 Mary Brown, 335 Miss., Lawrence, Kan., 1-3 Sat. (A) [1248, 735, 1406, 765]
paragraph: She had been fumbling in her muff. She brought out a note, a crumpled creamy sheet. [327, 652, 539, 701]
cartoon-drawing [548, 1981, 761, 2079]
paragraph: Honolulu, the first port of call, was the terminal point of the honeymoon. Their funds ran out, they discharged the servants, sold the polo ponies and returned to America, it was said at the time, by pawning some of the bride's jewels. [770, 594, 972, 704]
directory-entry: Hester Cornish, 911 Western, N. Topeka, Kan., 1-3 Sat. (A) [1248, 1033, 1406, 1063]
headline-newport: Newport Belle Is Free to Wed Again [547, 278, 972, 307]
section-heading: NEXT PLACE OF MEETING. [1248, 1586, 1406, 1616]
directory-entry: W. W. Shobe, District Grand Treasurer, 336 N. Santa Fe, Salina, Kan. [1248, 1509, 1406, 1553]
paragraph: These goods, he says, are guaranteed to last for many, many years, and, what is of even more importance, so he says, baby carriages will be much higher the minute all the tunnels to Brooklyn, not to mention the new bridges, are in working order. Furthermore, the president is likely to dip into the cause of baby carriage panic at any moment. You can see yourself what will happen as soon as the issues a message on the subject. [770, 1219, 972, 1407]
paragraph: This sale by Mr. Gates drops the final curtain on the stock exchange career of himself and father, John W. Gates. The firm, in which the latter [547, 1822, 762, 1885]
section-heading: Chief Mentors. [983, 1506, 1237, 1520]
